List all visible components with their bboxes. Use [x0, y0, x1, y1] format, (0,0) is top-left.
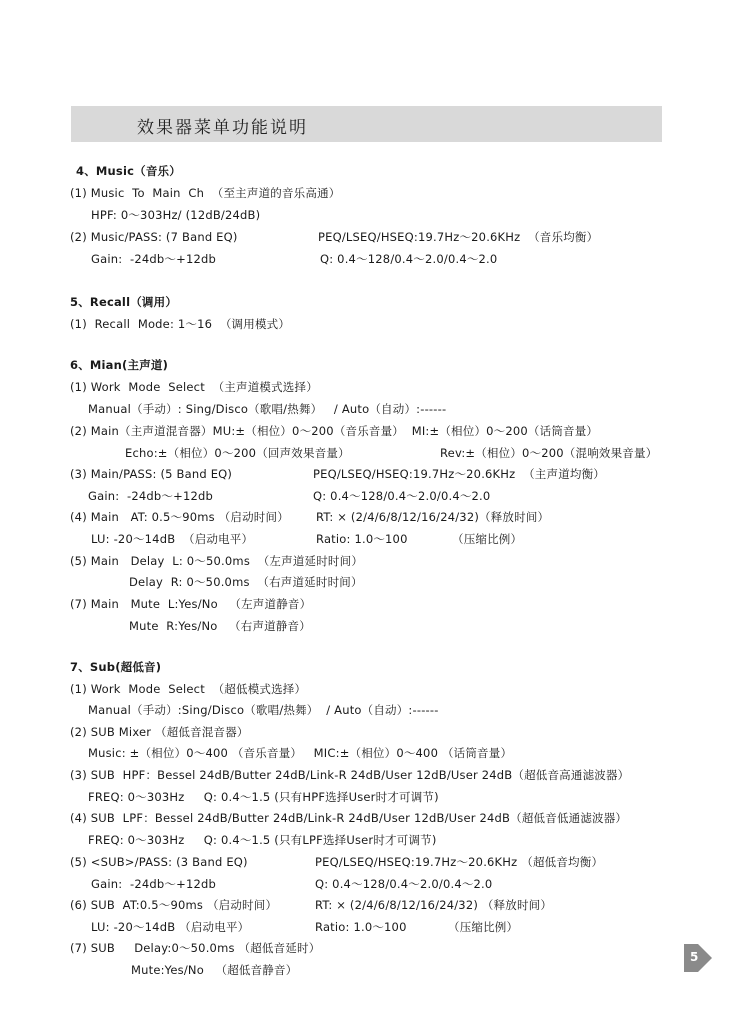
- main-line-11: (7) Main Mute L:Yes/No （左声道静音）: [70, 597, 312, 611]
- sub-line-12c: （压缩比例）: [448, 920, 519, 934]
- main-line-8b: Ratio: 1.0～100: [316, 532, 408, 546]
- sub-line-11a: (6) SUB AT:0.5～90ms （启动时间）: [70, 898, 278, 912]
- header-bar: [71, 106, 662, 142]
- music-line-1: (1) Music To Main Ch （至主声道的音乐高通）: [70, 186, 341, 200]
- sub-line-4: Music: ±（相位）0～400 （音乐音量） MIC:±（相位）0～400 （话筒音量）: [88, 746, 513, 760]
- music-line-4a: Gain: -24db～+12db: [91, 252, 216, 266]
- page-number-arrow-icon: [684, 944, 714, 972]
- main-line-8a: LU: -20～14dB （启动电平）: [91, 532, 254, 546]
- main-line-7a: (4) Main AT: 0.5～90ms （启动时间）: [70, 510, 289, 524]
- music-heading: 4、Music（音乐）: [76, 164, 181, 178]
- sub-line-3: (2) SUB Mixer （超低音混音器）: [70, 725, 249, 739]
- sub-line-11b: RT: × (2/4/6/8/12/16/24/32) （释放时间）: [315, 898, 553, 912]
- sub-line-14: Mute:Yes/No （超低音静音）: [131, 963, 298, 977]
- main-line-2: Manual（手动）: Sing/Disco（歌唱/热舞） / Auto（自动）:------: [88, 402, 447, 416]
- main-line-12: Mute R:Yes/No （右声道静音）: [129, 619, 311, 633]
- sub-line-5: (3) SUB HPF：Bessel 24dB/Butter 24dB/Link-R 24dB/User 12dB/User 24dB（超低音高通滤波器）: [70, 768, 630, 782]
- sub-line-1: (1) Work Mode Select （超低模式选择）: [70, 682, 307, 696]
- sub-line-2: Manual（手动）:Sing/Disco（歌唱/热舞） / Auto（自动）:------: [88, 703, 439, 717]
- music-line-2: HPF: 0～303Hz/ (12dB/24dB): [91, 208, 261, 222]
- main-line-6a: Gain: -24db～+12db: [88, 489, 213, 503]
- main-line-6b: Q: 0.4～128/0.4～2.0/0.4～2.0: [313, 489, 491, 503]
- main-line-9: (5) Main Delay L: 0～50.0ms （左声道延时时间）: [70, 554, 364, 568]
- main-line-4b: Rev:±（相位）0～200（混响效果音量）: [440, 446, 658, 460]
- page-number-badge: [684, 944, 714, 972]
- recall-line-1: (1) Recall Mode: 1～16 （调用模式）: [70, 317, 291, 331]
- main-line-1: (1) Work Mode Select （主声道模式选择）: [70, 380, 318, 394]
- recall-heading: 5、Recall（调用）: [70, 295, 178, 309]
- main-heading: 6、Mian(主声道): [70, 358, 169, 372]
- sub-line-7: (4) SUB LPF：Bessel 24dB/Butter 24dB/Link-R 24dB/User 12dB/User 24dB（超低音低通滤波器）: [70, 811, 628, 825]
- sub-line-10a: Gain: -24db～+12db: [91, 877, 216, 891]
- sub-line-9a: (5) <SUB>/PASS: (3 Band EQ): [70, 855, 248, 869]
- main-line-8c: （压缩比例）: [452, 532, 523, 546]
- sub-line-8: FREQ: 0～303Hz Q: 0.4～1.5 (只有LPF选择User时才可调节): [88, 833, 437, 847]
- sub-line-12a: LU: -20～14dB （启动电平）: [91, 920, 250, 934]
- main-line-7b: RT: × (2/4/6/8/12/16/24/32)（释放时间）: [316, 510, 550, 524]
- music-line-3b: PEQ/LSEQ/HSEQ:19.7Hz～20.6KHz （音乐均衡）: [318, 230, 599, 244]
- main-line-5a: (3) Main/PASS: (5 Band EQ): [70, 467, 233, 481]
- sub-heading: 7、Sub(超低音): [70, 660, 162, 674]
- sub-line-9b: PEQ/LSEQ/HSEQ:19.7Hz～20.6KHz （超低音均衡）: [315, 855, 604, 869]
- page-title: 效果器菜单功能说明: [137, 118, 308, 138]
- page-number: 5: [690, 950, 699, 964]
- sub-line-12b: Ratio: 1.0～100: [315, 920, 407, 934]
- sub-line-6: FREQ: 0～303Hz Q: 0.4～1.5 (只有HPF选择User时才可调节): [88, 790, 439, 804]
- main-line-10: Delay R: 0～50.0ms （右声道延时时间）: [129, 575, 363, 589]
- music-line-4b: Q: 0.4～128/0.4～2.0/0.4～2.0: [320, 252, 498, 266]
- main-line-3: (2) Main（主声道混音器）MU:±（相位）0～200（音乐音量） MI:±（相位）0～200（话筒音量）: [70, 424, 599, 438]
- sub-line-13: (7) SUB Delay:0～50.0ms （超低音延时）: [70, 941, 321, 955]
- main-line-4a: Echo:±（相位）0～200（回声效果音量）: [125, 446, 350, 460]
- music-line-3a: (2) Music/PASS: (7 Band EQ): [70, 230, 238, 244]
- sub-line-10b: Q: 0.4～128/0.4～2.0/0.4～2.0: [315, 877, 493, 891]
- main-line-5b: PEQ/LSEQ/HSEQ:19.7Hz～20.6KHz （主声道均衡）: [313, 467, 605, 481]
